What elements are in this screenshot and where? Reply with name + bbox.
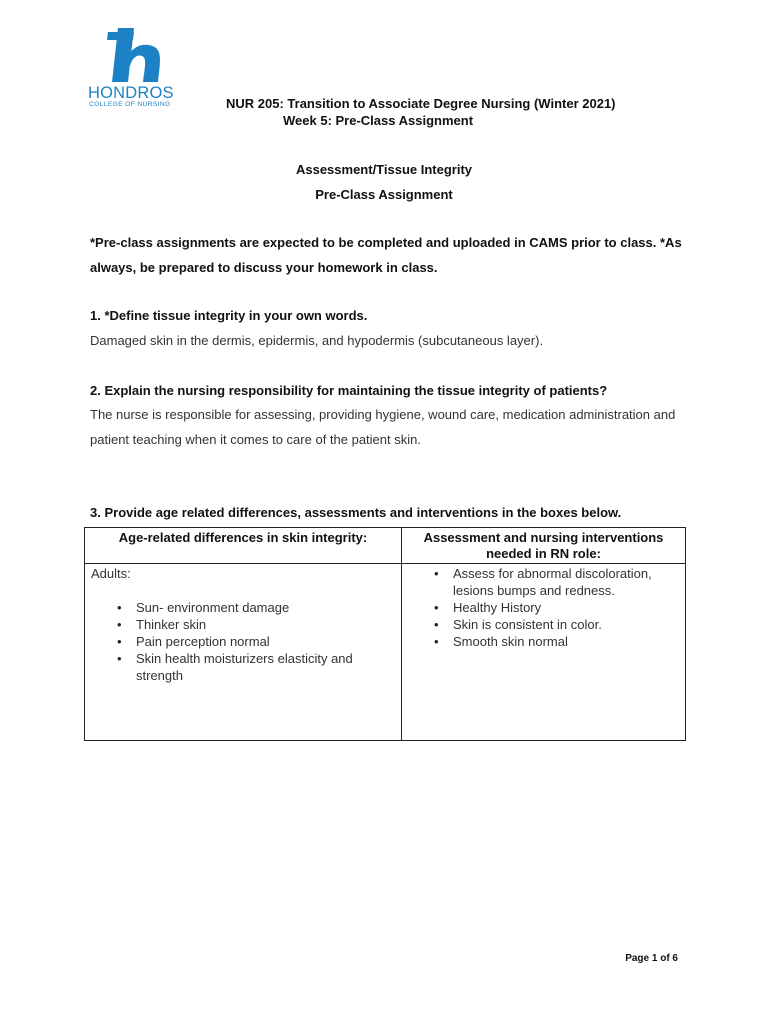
assessment-list xyxy=(408,565,679,650)
list-item: • Pain perception normal xyxy=(136,633,395,650)
hondros-logo xyxy=(88,26,184,112)
table-cell-assessment xyxy=(402,564,686,741)
list-item: • Smooth skin normal xyxy=(453,633,679,650)
table-header-age-differences: Age-related differences in skin integrity: xyxy=(85,528,402,564)
list-item: • Healthy History xyxy=(453,599,679,616)
question-3 xyxy=(90,505,621,520)
answer-2: The nurse is responsible for assessing, providing hygiene, wound care, medication administration and patient teaching when it comes to care of the patient skin. xyxy=(90,407,676,447)
page-number: Page 1 of 6 xyxy=(625,953,678,964)
table-header-row xyxy=(85,528,686,564)
logo-subtitle: COLLEGE OF NURSING xyxy=(89,101,171,108)
age-differences-list xyxy=(91,599,395,684)
hondros-h-icon xyxy=(88,26,184,84)
assignment-title: Assessment/Tissue Integrity xyxy=(295,162,473,177)
question-2: 2. Explain the nursing responsibility for maintaining the tissue integrity of patients? xyxy=(90,383,608,398)
table-row xyxy=(85,564,686,741)
adults-label: Adults: xyxy=(91,566,131,581)
assignment-subtitle: Pre-Class Assignment xyxy=(315,187,453,202)
table-cell-age-differences xyxy=(85,564,402,741)
question-1: 1. *Define tissue integrity in your own words. xyxy=(90,308,368,323)
answer-1: Damaged skin in the dermis, epidermis, and hypodermis (subcutaneous layer). xyxy=(90,333,544,348)
list-item: • Sun- environment damage xyxy=(136,599,395,616)
intro-instructions: *Pre-class assignments are expected to be completed and uploaded in CAMS prior to class. *As always, be prepared to discuss your homework in class. xyxy=(90,235,682,275)
question-3-number: 3 xyxy=(90,505,98,520)
week-title: Week 5: Pre-Class Assignment xyxy=(283,113,474,128)
question-3-text: . Provide age related differences, assessments and interventions in the boxes below. xyxy=(97,505,622,520)
list-item: • Thinker skin xyxy=(136,616,395,633)
skin-integrity-table xyxy=(84,527,686,741)
list-item: • Skin health moisturizers elasticity and strength xyxy=(136,650,395,684)
course-title: NUR 205: Transition to Associate Degree Nursing (Winter 2021) xyxy=(226,96,616,111)
logo-wordmark: HONDROS xyxy=(88,84,174,102)
list-item: • Skin is consistent in color. xyxy=(453,616,679,633)
list-item: • Assess for abnormal discoloration, lesions bumps and redness. xyxy=(453,565,679,599)
table-header-assessment: Assessment and nursing interventions needed in RN role: xyxy=(402,528,686,564)
